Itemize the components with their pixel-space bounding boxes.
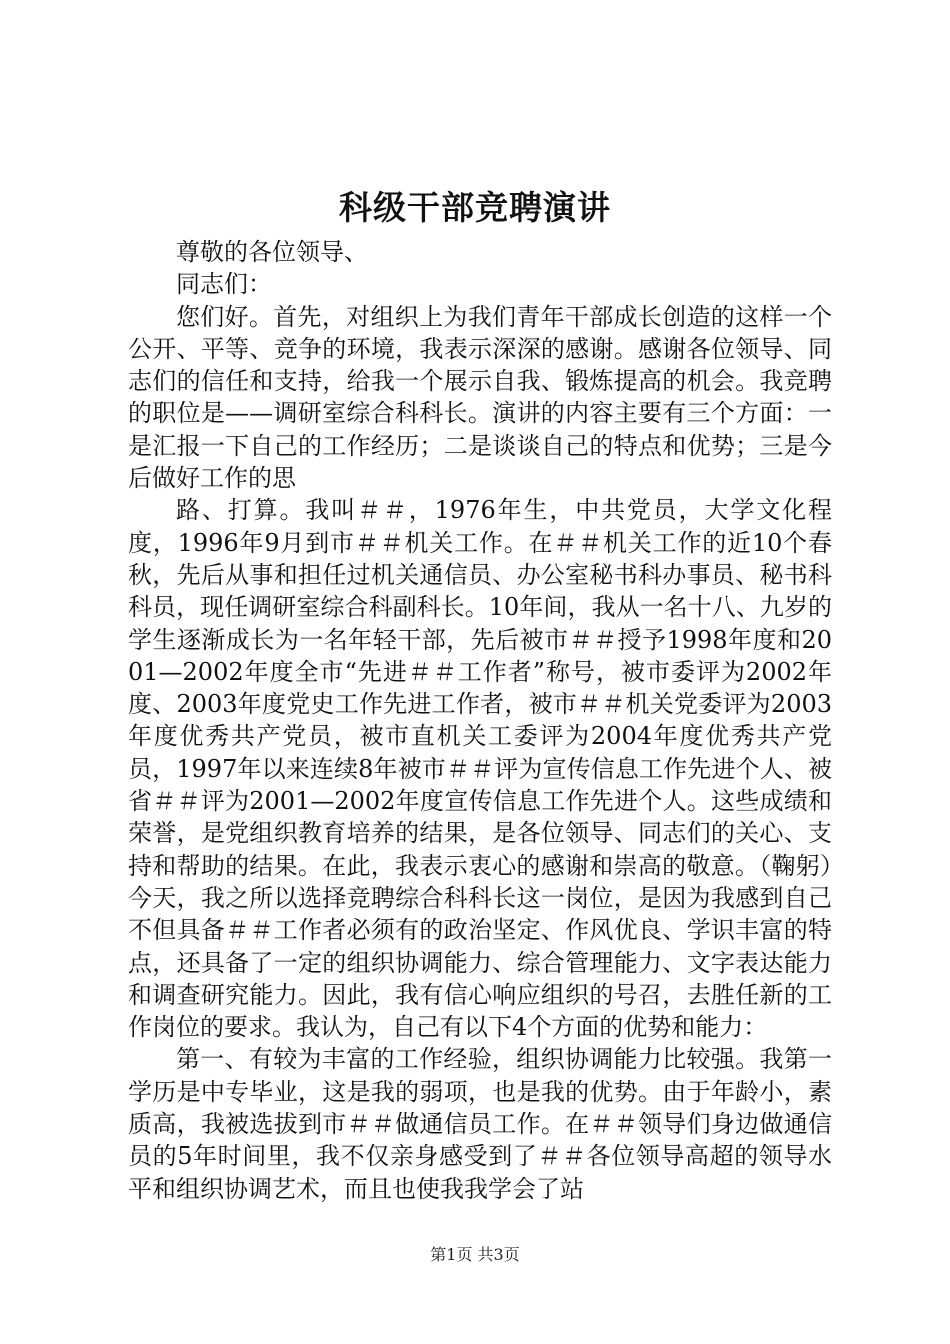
paragraph-background: 路、打算。我叫＃＃，1976年生，中共党员，大学文化程度，1996年9月到市＃＃机关工作。在＃＃机关工作的近10个春秋，先后从事和担任过机关通信员、办公室秘书科办事员、秘书科科员，现任调研室综合科副科长。10年间，我从一名十八、九岁的学生逐渐成长为一名年轻干部，先后被市＃＃授予1998年度和2001—2002年度全市“先进＃＃工作者”称号，被市委评为2002年度、2003年度党史工作先进工作者，被市＃＃机关党委评为2003年度优秀共产党员，被市直机关工委评为2004年度优秀共产党员，1997年以来连续8年被市＃＃评为宣传信息工作先进个人、被省＃＃评为2001—2002年度宣传信息工作先进个人。这些成绩和荣誉，是党组织教育培养的结果，是各位领导、同志们的关心、支持和帮助的结果。在此，我表示衷心的感谢和崇高的敬意。（鞠躬）今天，我之所以选择竞聘综合科科长这一岗位，是因为我感到自己不但具备＃＃工作者必须有的政治坚定、作风优良、学识丰富的特点，还具备了一定的组织协调能力、综合管理能力、文字表达能力和调查研究能力。因此，我有信心响应组织的号召，去胜任新的工作岗位的要求。我认为，自己有以下4个方面的优势和能力： bbox=[128, 496, 832, 1042]
paragraph-first-advantage: 第一、有较为丰富的工作经验，组织协调能力比较强。我第一学历是中专毕业，这是我的弱项，也是我的优势。由于年龄小，素质高，我被选拔到市＃＃做通信员工作。在＃＃领导们身边做通信员的5年时间里，我不仅亲身感受到了＃＃各位领导高超的领导水平和组织协调艺术，而且也使我我学会了站 bbox=[128, 1045, 832, 1203]
paragraph-intro: 您们好。首先，对组织上为我们青年干部成长创造的这样一个公开、平等、竞争的环境，我表示深深的感谢。感谢各位领导、同志们的信任和支持，给我一个展示自我、锻炼提高的机会。我竞聘的职位是——调研室综合科科长。演讲的内容主要有三个方面：一是汇报一下自己的工作经历；二是谈谈自己的特点和优势；三是今后做好工作的思 bbox=[128, 302, 832, 493]
document-body bbox=[128, 236, 832, 1205]
document-title: 科级干部竞聘演讲 bbox=[339, 188, 611, 227]
salutation-line-1: 尊敬的各位领导、 bbox=[176, 238, 368, 266]
page-footer: 第1页 共3页 bbox=[430, 1245, 520, 1264]
salutation-line-2: 同志们： bbox=[176, 270, 272, 299]
